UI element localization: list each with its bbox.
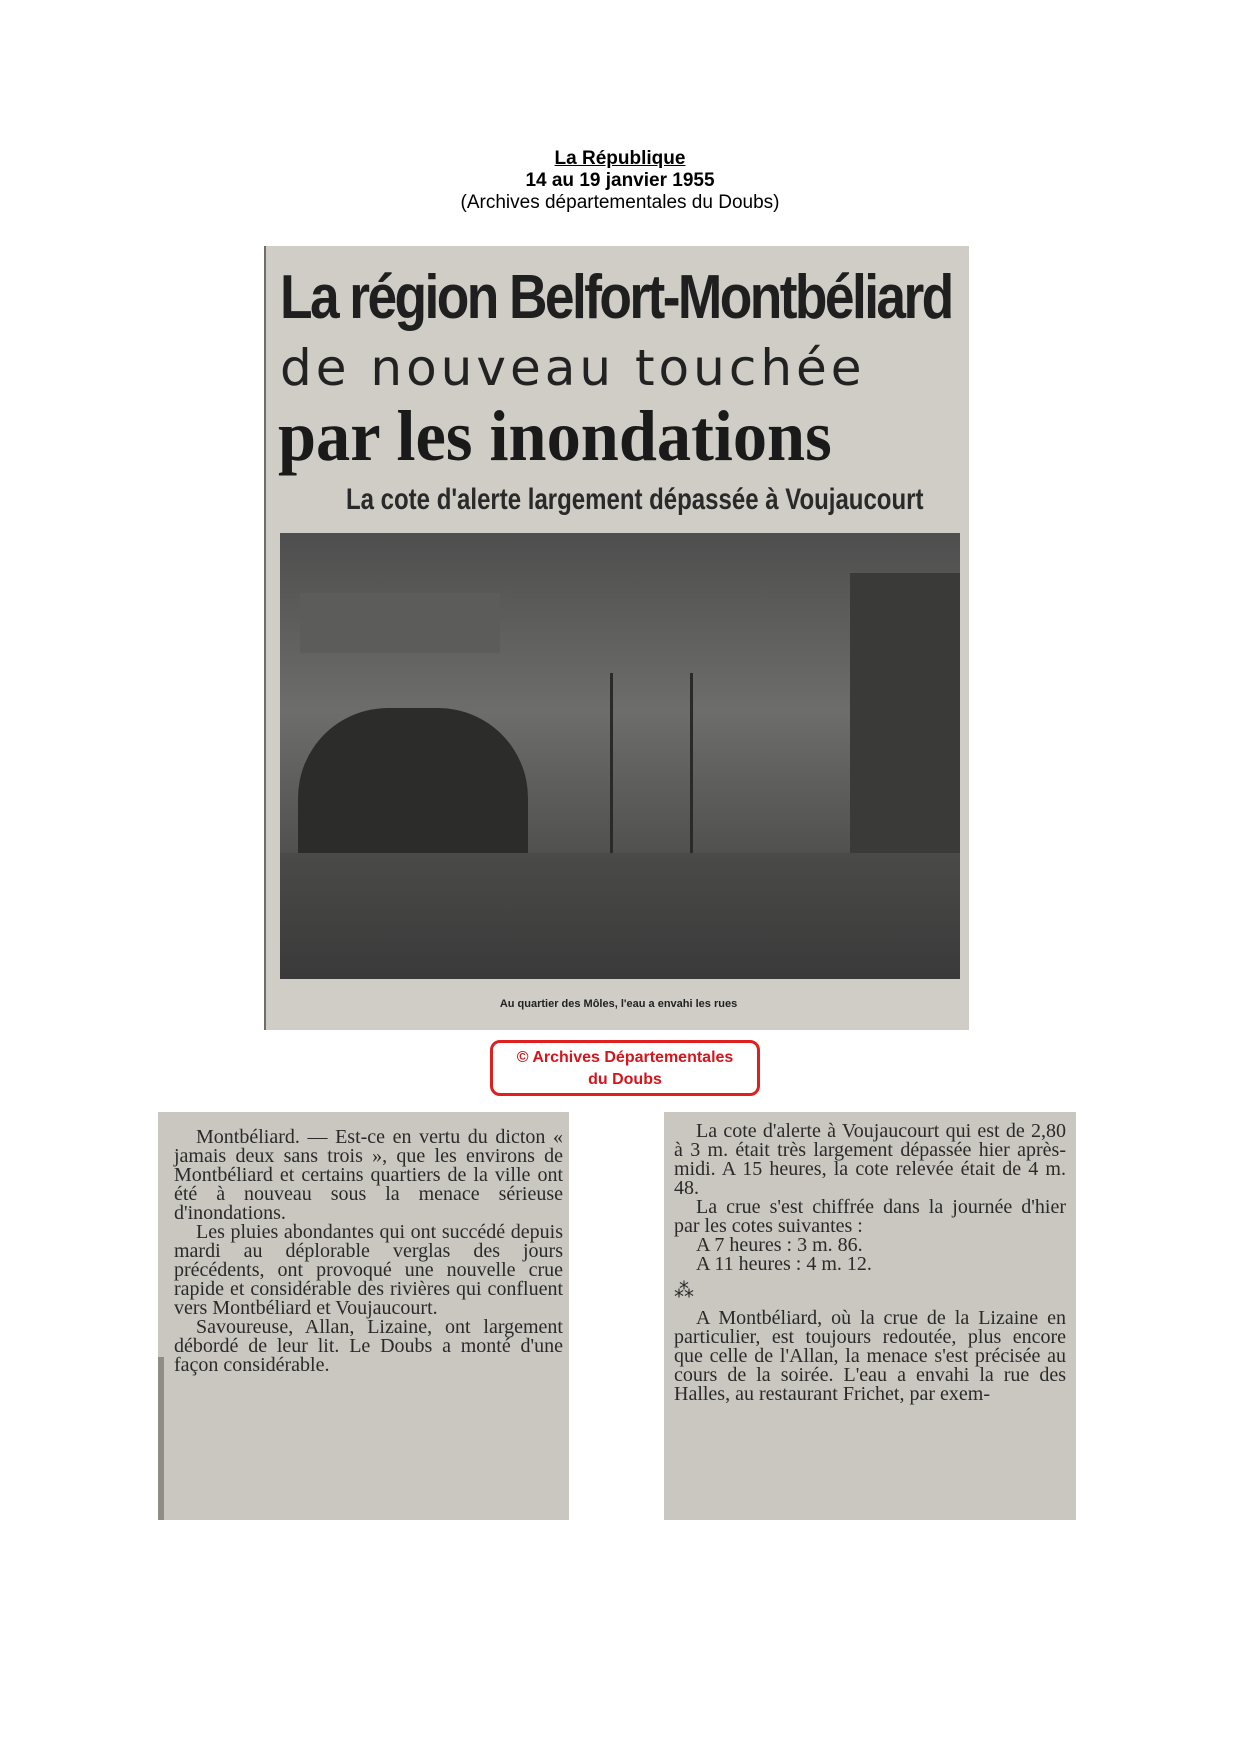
article-paragraph: Montbéliard. — Est-ce en vertu du dicton « jamais deux sans trois », que les environs de Montbéliard et certains quartiers de la ville ont été à nouveau sous la menace sérieuse d'inondations.: [174, 1126, 563, 1224]
photo-floodwater: [280, 853, 960, 979]
headline-line-2: de nouveau touchée: [280, 339, 866, 397]
photo-building-right: [850, 573, 960, 873]
document-header: [0, 148, 1240, 214]
copyright-stamp: [490, 1040, 760, 1096]
photo-caption: Au quartier des Môles, l'eau a envahi les rues: [499, 998, 738, 1010]
headline-line-1: La région Belfort-Montbéliard: [280, 263, 952, 332]
article-paragraph: A Montbéliard, où la crue de la Lizaine en particulier, est toujours redoutée, plus encore que celle de l'Allan, la menace s'est précisée au cours de la soirée. L'eau a envahi la rue des Halles, au restaurant Frichet, par exem-: [674, 1307, 1066, 1405]
photo-pole: [690, 673, 693, 873]
water-level-reading: A 11 heures : 4 m. 12.: [696, 1253, 872, 1275]
headline-line-3: par les inondations: [278, 396, 832, 476]
copyright-line-2: du Doubs: [588, 1071, 662, 1088]
article-column-left: [158, 1112, 569, 1520]
photo-pole: [610, 673, 613, 873]
article-paragraph: La crue s'est chiffrée dans la journée d'hier par les cotes suivantes :: [674, 1196, 1066, 1237]
publication-date: 14 au 19 janvier 1955: [525, 170, 715, 191]
newspaper-title: La République: [554, 148, 686, 169]
article-paragraph: Les pluies abondantes qui ont succédé depuis mardi au déplorable verglas des jours précédents, ont provoqué une nouvelle crue rapide et considérable des rivières qui confluent vers Montbéliard et Voujaucourt.: [174, 1221, 563, 1319]
flood-photo: [280, 533, 960, 979]
copyright-line-1: © Archives Départementales: [516, 1049, 734, 1066]
water-level-reading: A 7 heures : 3 m. 86.: [696, 1234, 863, 1256]
article-paragraph: La cote d'alerte à Voujaucourt qui est de 2,80 à 3 m. était très largement dépassée hier après-midi. A 15 heures, la cote relevée était de 4 m. 48.: [674, 1120, 1066, 1199]
archive-source: (Archives départementales du Doubs): [460, 192, 780, 213]
subheadline: La cote d'alerte largement dépassée à Voujaucourt: [346, 483, 924, 516]
section-separator: ⁂: [674, 1280, 696, 1302]
article-paragraph: Savoureuse, Allan, Lizaine, ont largement débordé de leur lit. Le Doubs a monté d'une façon considérable.: [174, 1316, 563, 1376]
headline-clipping: [264, 246, 969, 1030]
photo-sign: [300, 593, 500, 653]
photo-building-left: [298, 708, 528, 868]
article-column-right: [664, 1112, 1076, 1520]
